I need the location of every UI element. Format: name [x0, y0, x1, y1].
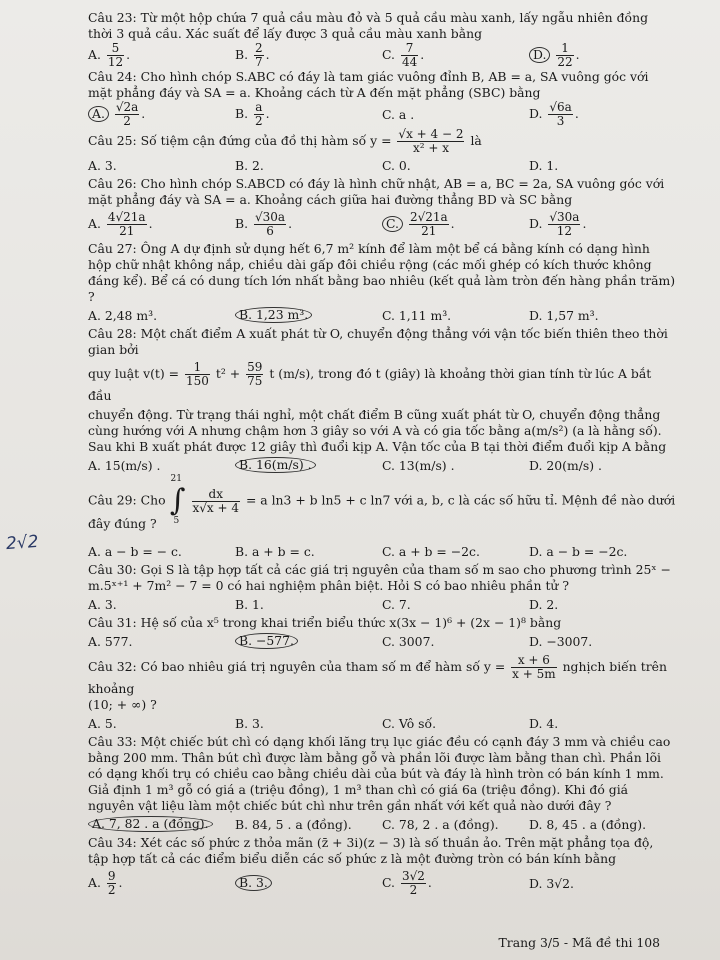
q28-option-d: D. 20(m/s) .	[529, 457, 602, 473]
q23-option-c: C. $\frac{7}{44}$ .	[382, 40, 425, 69]
q29-options	[88, 542, 676, 560]
question-28-formula: quy luật v(t) = $\frac{1}{150}$ t² + $\frac{59}{75}$ t (m/s), trong đó t (giây) là khoảng thời gian tính từ lúc A bắt đầu	[88, 360, 652, 403]
integral-sign: ∫ 21 5	[169, 474, 186, 526]
q31-option-b: B. −577.	[235, 633, 382, 649]
question-34: Câu 34: Xét các số phức z thỏa mãn (z̄ + 3i)(z − 3) là số thuần ảo. Trên mặt phẳng tọa độ, tập hợp tất cả các điểm biểu diễn các số phức z là một đường tròn có bán kính bằng	[88, 835, 654, 866]
q23-options	[88, 40, 676, 69]
question-28: Câu 28: Một chất điểm A xuất phát từ O, chuyển động thẳng với vận tốc biến thiên theo thời gian bởi	[88, 326, 668, 357]
q25-option-d: D. 1.	[529, 157, 559, 173]
q26-option-a: A. $\frac{4√21a}{21}$ .	[88, 209, 153, 238]
q27-option-b: B. 1,23 m³.	[235, 307, 382, 323]
q31-option-d: D. −3007.	[529, 633, 593, 649]
q24-option-c: C. a .	[382, 106, 415, 122]
question-30: Câu 30: Gọi S là tập hợp tất cả các giá trị nguyên của tham số m sao cho phương trình 25ˣ − m.5ˣ⁺¹ + 7m² − 7 = 0 có hai nghiệm phân biệt. Hỏi S có bao nhiêu phần tử ?	[88, 562, 671, 593]
q30-option-b: B. 1.	[235, 596, 264, 612]
page-footer: Trang 3/5 - Mã đề thi 108	[498, 935, 660, 950]
q23-option-d: D. $\frac{1}{22}$ .	[529, 42, 676, 69]
q24-option-d: D. $\frac{√6a}{3}$ .	[529, 99, 579, 128]
q28-options	[88, 456, 676, 474]
q33-option-c: C. 78, 2 . a (đồng).	[382, 816, 499, 832]
question-28-cont: chuyển động. Từ trạng thái nghỉ, một chất điểm B cũng xuất phát từ O, chuyển động thẳng cùng hướng với A nhưng chậm hơn 3 giây so với A và có gia tốc bằng a(m/s²) (a là hằng số). Sau khi B xuất phát được 12 giây thì đuổi kịp A. Vận tốc của B tại thời điểm đuổi kịp A bằng	[88, 407, 667, 454]
q33-option-d: D. 8, 45 . a (đồng).	[529, 816, 647, 832]
q28-option-b: B. 16(m/s) .	[235, 457, 382, 473]
q27-option-a: A. 2,48 m³.	[88, 307, 158, 323]
q34-options	[88, 868, 676, 898]
q30-option-d: D. 2.	[529, 596, 559, 612]
q32-option-b: B. 3.	[235, 715, 264, 731]
q25-option-a: A. 3.	[88, 157, 117, 173]
q25-options	[88, 156, 676, 174]
margin-note: 2√2	[5, 531, 40, 555]
question-29: Câu 29: Cho ∫ 21 5 $\frac{dx}{x√x + 4}$ = a ln3 + b ln5 + c ln7 với a, b, c là các số hữu tỉ. Mệnh đề nào dưới đây đúng ?	[88, 474, 676, 531]
q29-option-a: A. a − b = − c.	[88, 543, 182, 559]
q32-option-c: C. Vô số.	[382, 715, 437, 731]
q33-option-a: A. 7, 82 . a (đồng).	[88, 816, 235, 832]
q34-option-b: B. 3.	[235, 875, 382, 891]
q32-option-a: A. 5.	[88, 715, 117, 731]
q34-option-d: D. 3√2.	[529, 875, 574, 891]
q33-option-b: B. 84, 5 . a (đồng).	[235, 816, 352, 832]
question-31: Câu 31: Hệ số của x⁵ trong khai triển biểu thức x(3x − 1)⁶ + (2x − 1)⁸ bằng	[88, 615, 562, 630]
q25-option-b: B. 2.	[235, 157, 264, 173]
question-23: Câu 23: Từ một hộp chứa 7 quả cầu màu đỏ và 5 quả cầu màu xanh, lấy ngẫu nhiên đồng thời 3 quả cầu. Xác suất để lấy được 3 quả cầu màu xanh bằng	[88, 10, 649, 41]
question-32: Câu 32: Có bao nhiêu giá trị nguyên của tham số m để hàm số y = $\frac{x + 6}{x + 5m}$ nghịch biến trên khoảng	[88, 653, 667, 696]
question-25: Câu 25: Số tiệm cận đứng của đồ thị hàm số y = $\frac{√x + 4 - 2}{\text{x² + x}}$ là	[88, 127, 482, 155]
question-27: Câu 27: Ông A dự định sử dụng hết 6,7 m² kính để làm một bể cá bằng kính có dạng hình hộp chữ nhật không nắp, chiều dài gấp đôi chiều rộng (các mối ghép có kích thước không đáng kể). Bể cá có dung tích lớn nhất bằng bao nhiêu (kết quả làm tròn đến hàng phần trăm) ?	[88, 241, 676, 304]
q24-option-a: A. $\frac{√2a}{2}$ .	[88, 101, 235, 128]
q30-option-c: C. 7.	[382, 596, 411, 612]
q23-option-b: B. $\frac{2}{7}$ .	[235, 40, 270, 69]
q26-option-b: B. $\frac{√30a}{6}$ .	[235, 209, 293, 238]
q26-option-d: D. $\frac{√30a}{12}$ .	[529, 209, 587, 238]
q28-option-a: A. 15(m/s) .	[88, 457, 161, 473]
q26-option-c: C. $\frac{2√21a}{21}$ .	[382, 211, 529, 238]
q27-option-c: C. 1,11 m³.	[382, 307, 452, 323]
q26-options	[88, 209, 676, 239]
q29-option-d: D. a − b = −2c.	[529, 543, 628, 559]
q31-option-c: C. 3007.	[382, 633, 435, 649]
q23-option-a: A. $\frac{5}{12}$ .	[88, 40, 131, 69]
q29-option-b: B. a + b = c.	[235, 543, 315, 559]
question-26: Câu 26: Cho hình chóp S.ABCD có đáy là hình chữ nhật, AB = a, BC = 2a, SA vuông góc với mặt phẳng đáy và SA = a. Khoảng cách giữa hai đường thẳng BD và SC bằng	[88, 176, 665, 207]
q27-options	[88, 306, 676, 324]
q27-option-d: D. 1,57 m³.	[529, 307, 599, 323]
q28-option-c: C. 13(m/s) .	[382, 457, 455, 473]
q33-options	[88, 815, 676, 833]
q32-option-d: D. 4.	[529, 715, 559, 731]
question-24: Câu 24: Cho hình chóp S.ABC có đáy là tam giác vuông đỉnh B, AB = a, SA vuông góc với mặt phẳng đáy và SA = a. Khoảng cách từ A đến mặt phẳng (SBC) bằng	[88, 69, 649, 100]
q30-option-a: A. 3.	[88, 596, 117, 612]
q25-option-c: C. 0.	[382, 157, 411, 173]
question-33: Câu 33: Một chiếc bút chì có dạng khối lăng trụ lục giác đều có cạnh đáy 3 mm và chiều cao bằng 200 mm. Thân bút chì được làm bằng gỗ và phần lõi được làm bằng than chì. Phần lõi có dạng khối trụ có chiều cao bằng chiều dài của bút và đáy là hình tròn có bán kính 1 mm. Giả định 1 m³ gỗ có giá a (triệu đồng), 1 m³ than chì có giá 6a (triệu đồng). Khi đó giá nguyên vật liệu làm một chiếc bút chì như trên gần nhất với kết quả nào dưới đây ?	[88, 734, 671, 813]
q31-options	[88, 632, 676, 650]
q24-option-b: B. $\frac{a}{2}$ .	[235, 99, 270, 128]
q30-options	[88, 595, 676, 613]
q31-option-a: A. 577.	[88, 633, 133, 649]
q29-option-c: C. a + b = −2c.	[382, 543, 480, 559]
question-32-cont: (10; + ∞) ?	[88, 697, 157, 712]
q32-options	[88, 714, 676, 732]
q24-options	[88, 99, 676, 128]
q34-option-c: C. $\frac{3√2}{2}$ .	[382, 868, 432, 897]
q34-option-a: A. $\frac{9}{2}$ .	[88, 868, 123, 897]
